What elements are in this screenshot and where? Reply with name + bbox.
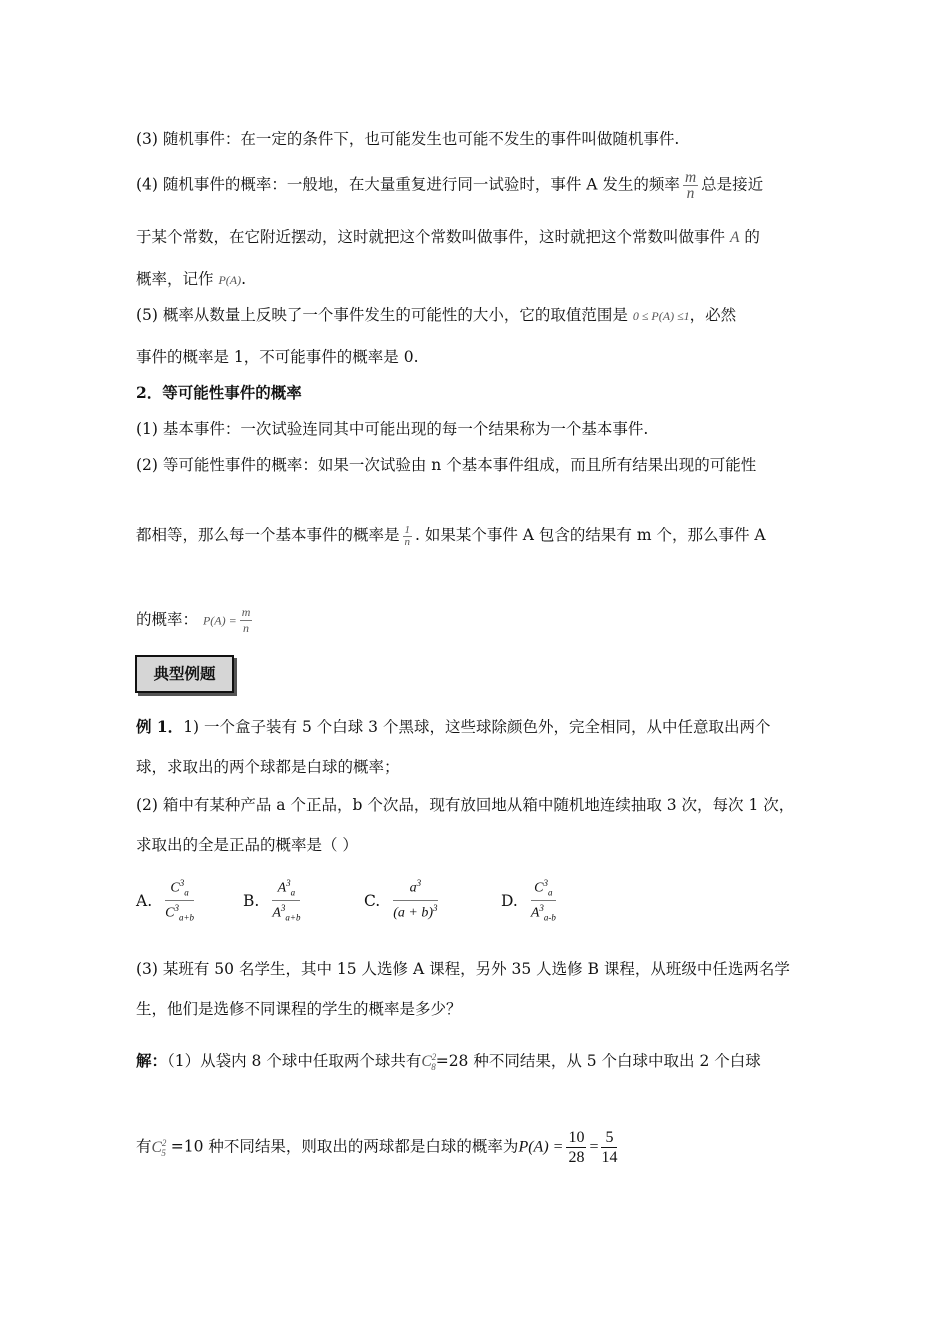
typical-examples-box: 典型例题 [135, 655, 234, 693]
item-3-random-event: (3) 随机事件：在一定的条件下，也可能发生也可能不发生的事件叫做随机事件. [136, 130, 680, 148]
example-1-line-2: 球，求取出的两个球都是白球的概率； [136, 758, 400, 776]
option-fraction: $\frac{a^3}{(a + b)^3}$ [393, 878, 438, 922]
item-4-probability [136, 170, 763, 201]
text: 的概率： [136, 610, 199, 629]
item-1-basic-event: (1) 基本事件：一次试验连同其中可能出现的每一个结果称为一个基本事件. [136, 420, 649, 438]
option-label: B. [243, 891, 260, 910]
math-PA-eq-2: P(A) = [518, 1138, 564, 1156]
math-range: 0 ≤ P(A) ≤1 [632, 309, 690, 323]
fraction-m-over-n-2: $\frac{m}{n}$ [241, 605, 251, 635]
math-A: A [729, 229, 740, 246]
fraction-m-over-n: $\frac{m}{n}$ [684, 169, 697, 202]
option-label: D. [501, 891, 518, 910]
item-2-equal-probability: (2) 等可能性事件的概率：如果一次试验由 n 个基本事件组成，而且所有结果出现的可能性 [136, 456, 757, 474]
option-a [136, 876, 197, 926]
text: . [241, 270, 247, 288]
text: 于某个常数，在它附近摆动，这时就把这个常数叫做事件，这时就把这个常数叫做事件 [136, 228, 726, 246]
example-2-line-1: (2) 箱中有某种产品 a 个正品，b 个次品，现有放回地从箱中随机地连续抽取 3 次，每次 1 次， [136, 796, 795, 814]
text: =10 种不同结果，则取出的两球都是白球的概率为 [170, 1137, 519, 1156]
option-d [501, 876, 559, 926]
option-b [243, 876, 303, 926]
fraction-5-over-14: $\frac{5}{14}$ [601, 1129, 618, 1166]
item-4-continued [136, 226, 760, 249]
example-1-line-1 [136, 716, 770, 738]
solution-label: 解： [136, 1051, 168, 1070]
item-4-notation [136, 268, 246, 291]
fraction-1-over-n: $\frac{1}{n}$ [404, 523, 411, 548]
text: (5) 概率从数量上反映了一个事件发生的可能性的大小，它的取值范围是 [136, 306, 628, 324]
text: （1）从袋内 8 个球中任取两个球共有 [167, 1052, 422, 1070]
text: 的 [744, 228, 760, 246]
item-5-continued: 事件的概率是 1，不可能事件的概率是 0. [136, 348, 419, 366]
example-2-line-2: 求取出的全是正品的概率是（ ） [136, 836, 358, 854]
math-c82: $C^2_8$ [421, 1052, 437, 1073]
math-eq: = [589, 1138, 599, 1156]
item-2-continued [136, 524, 766, 548]
option-c [364, 876, 441, 926]
option-label: A. [136, 891, 153, 910]
text: 都相等，那么每一个基本事件的概率是 [136, 526, 400, 544]
math-PA: P(A) [218, 273, 242, 287]
section-2-heading: 2．等可能性事件的概率 [136, 383, 302, 402]
item-5-range [136, 304, 736, 327]
text: 总是接近 [701, 175, 764, 194]
fraction-10-over-28: $\frac{10}{28}$ [568, 1129, 585, 1166]
text: . 如果某个事件 A 包含的结果有 m 个，那么事件 A [415, 526, 766, 544]
text: 1) 一个盒子装有 5 个白球 3 个黑球，这些球除颜色外，完全相同，从中任意取出两个 [183, 718, 771, 736]
text: (4) 随机事件的概率：一般地，在大量重复进行同一试验时，事件 A 发生的频率 [136, 175, 680, 194]
example-3-line-2: 生，他们是选修不同课程的学生的概率是多少？ [136, 1000, 462, 1018]
math-c52: $C^2_5$ [151, 1137, 167, 1158]
option-fraction: $\frac{C^3_a}{C^3_{a+b}}$ [165, 878, 195, 923]
solution-line-1 [136, 1046, 761, 1078]
option-label: C. [364, 891, 381, 910]
option-fraction: $\frac{A^3_a}{A^3_{a+b}}$ [272, 878, 301, 923]
option-fraction: $\frac{C^3_a}{A^3_{a-b}}$ [530, 878, 556, 923]
item-2-formula [136, 605, 255, 636]
example-label: 例 1． [136, 717, 184, 736]
text: 概率，记作 [136, 270, 214, 288]
example-3-line-1: (3) 某班有 50 名学生，其中 15 人选修 A 课程，另外 35 人选修 B 课程，从班级中任选两名学 [136, 960, 790, 978]
text: 有 [136, 1137, 152, 1156]
math-PA-eq: P(A) = [202, 613, 237, 628]
solution-line-2 [136, 1128, 620, 1167]
text: ，必然 [689, 306, 737, 324]
text: =28 种不同结果，从 5 个白球中取出 2 个白球 [435, 1052, 761, 1070]
